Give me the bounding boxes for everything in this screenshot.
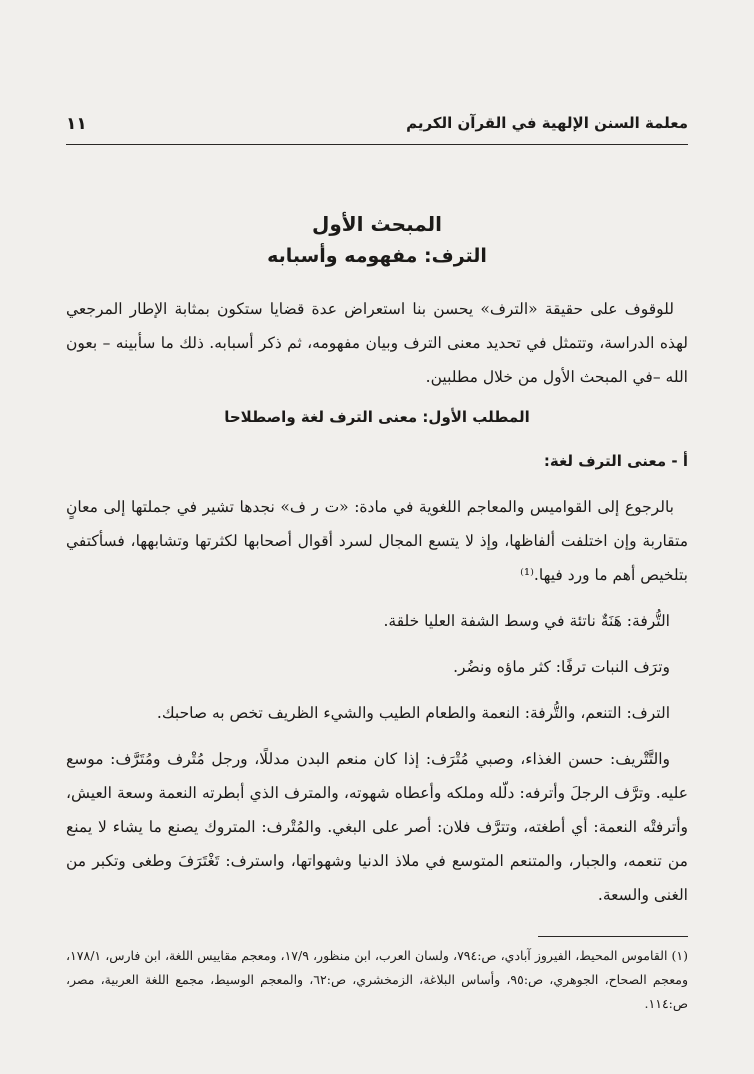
definition-entry: التُّرفة: هَنَةٌ ناتئة في وسط الشفة العليا خلقة. <box>383 612 670 630</box>
page-body <box>66 150 688 924</box>
footnote: (١) القاموس المحيط، الفيروز آبادي، ص:٧٩٤، ولسان العرب، ابن منظور، ١٧/٩، ومعجم مقاييس اللغة، ابن فارس، ١٧٨/١، ومعجم الصحاح، الجوهري، ص:٩٥، وأساس البلاغة، الزمخشري، ص:٦٢، والمعجم الوسيط، مجمع اللغة العربية، مصر، ص:١١٤. <box>66 948 688 1011</box>
lexical-paragraph: بالرجوع إلى القواميس والمعاجم اللغوية في مادة: «ت ر ف» نجدها تشير في جملتها إلى معانٍ متقاربة وإن اختلفت ألفاظها، وإذ لا يتسع المجال لسرد أقوال أصحابها لكثرتها وتشابهها، فسأكتفي بتلخيص أهم ما ورد فيها.⁽¹⁾ <box>66 498 688 584</box>
chapter-subtitle: الترف: مفهومه وأسبابه <box>267 245 487 267</box>
intro-paragraph: للوقوف على حقيقة «الترف» يحسن بنا استعراض عدة قضايا ستكون بمثابة الإطار المرجعي لهذه الدراسة، وتتمثل في تحديد معنى الترف وبيان مفهومه، ثم ذكر أسبابه. ذلك ما سأبينه – بعون الله –في المبحث الأول من خلال مطلبين. <box>66 300 688 386</box>
definition-entry: الترف: التنعم، والتُّرفة: النعمة والطعام الطيب والشيء الظريف تخص به صاحبك. <box>156 704 670 722</box>
book-title: معلمة السنن الإلهية في القرآن الكريم <box>406 114 688 132</box>
section-heading: المطلب الأول: معنى الترف لغة واصطلاحا <box>224 408 530 426</box>
footnote-separator <box>538 936 688 937</box>
chapter-title: المبحث الأول <box>311 212 443 236</box>
running-header <box>66 112 688 145</box>
subheading: أ - معنى الترف لغة: <box>543 452 688 470</box>
definition-entry: وترَف النبات ترفًا: كثر ماؤه ونضُر. <box>453 658 670 676</box>
page-number: ١١ <box>66 114 87 134</box>
definition-entry: والتَّتْريف: حسن الغذاء، وصبي مُتْرَف: إذا كان منعم البدن مدللًا، ورجل مُتْرف ومُتَرَّف: موسع عليه. وترَّف الرجلَ وأترفه: دلّله وملكه وأعطاه شهوته، والمترف الذي أبطرته النعمة وسعة العيش، وأترفتْه النعمة: أي أطغته، وتترَّف فلان: أصر على البغي. والمُتْرف: المتروك يصنع ما يشاء لا يمنع من تنعمه، والجبار، والمتنعم المتوسع في ملاذ الدنيا وشهواتها، واسترف: تَغْتَرَفَ وطغى وتكبر من الغنى والسعة. <box>66 750 688 904</box>
